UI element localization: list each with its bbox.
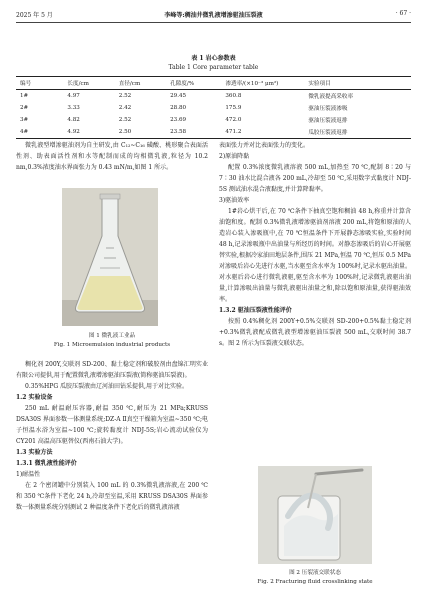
table-cell: 2.52 [118, 93, 132, 99]
table-cell: 瓜胶压裂液返排 [304, 126, 411, 139]
paragraph: 250 mL 耐温耐压容器,耐温 350 ℃,耐压为 21 MPa;KRUSS DSA30S 界面参数一体测量系统;DZ-A Ⅱ真空干燥箱为室温~350 ℃;电子恒温水浴为室温~100 ℃;旋转黏度计 NDJ-5S;岩心流动试验仪为 CY201 高温高压驱替仪(西南石油大学)。 [16, 405, 208, 445]
subsection-heading: 1.3.1 微乳液性能评价 [16, 460, 77, 467]
table-header-row [16, 77, 411, 90]
paragraph: 按照 0.4%稠化剂 200Y+0.5%交联剂 SD-200+0.5%黏土稳定剂+0.3%微乳液配成微乳液型增渗驱油压裂液 500 mL,交联时间 38.7 s。图 2 所示为压裂液交联状态。 [219, 318, 411, 347]
left-column-top [16, 140, 208, 173]
table-row [16, 126, 411, 139]
table-header-cell: 编号 [16, 77, 63, 90]
table-cell: 4.82 [67, 117, 80, 123]
table-row [16, 90, 411, 103]
table-cell: 4.92 [63, 126, 114, 139]
core-parameter-table [16, 76, 411, 139]
table-row [16, 102, 411, 114]
figure-2-caption-en: Fig. 2 Fracturing fluid crosslinking state [257, 579, 373, 585]
table-cell: 2.52 [118, 117, 132, 123]
paragraph: 稠化剂 200Y,交联剂 SD-200、黏土稳定剂和破胶剂由盘锦汇明实业有限公司提供,用于配置微乳液增渗驱油压裂液(简称驱油压裂液)。 [16, 361, 208, 379]
table-cell: 360.8 [225, 93, 242, 99]
figure-2-photo [258, 466, 372, 564]
table-cell: 23.69 [170, 117, 187, 123]
microemulsion-flask-illustration [62, 188, 158, 326]
paragraph: 配置 0.3%浓度微乳液溶液 500 mL,加热至 70 ℃,配制 8∶20 与 7∶30 油水比混合液各 200 mL,冷却至 50 ℃,采用数字式黏度计 NDJ-5S 测试油水混合液黏度,并计算降黏率。 [219, 164, 411, 193]
table-cell: 23.58 [166, 126, 221, 139]
right-column [219, 140, 411, 349]
left-column-bottom [16, 359, 208, 513]
figure-2-caption-cn: 图 2 压裂液交联状态 [289, 570, 341, 576]
table-cell: 驱油压裂液返排 [308, 118, 348, 124]
table-cell: 4# [16, 126, 63, 139]
table-cell: 2.42 [118, 105, 132, 111]
paragraph: 1#岩心烘干后,在 70 ℃条件下抽真空饱和稠油 48 h,称重并计算含油饱和度。配制 0.3%微乳液增渗驱油剂溶液 200 mL,将饱和原油的人造岩心装入渗吸瓶中,在 70 ℃恒温条件下开展静态渗吸实验,实验时间 48 h,记录渗吸瓶中出油量与所经历的时间。对静态渗吸后的岩心开展驱替实验,根据冷家油田地层条件,围压 21 MPa,恒温 70 ℃,恒压 0.5 MPa 对渗吸后岩心先进行水驱,当水驱至含水率为 100%时,记录水驱出油量。对水驱后岩心进行微乳液驱,驱至含水率为 100%时,记录微乳液驱出油量,计算渗吸出油量与微乳液驱出油量之和,除以饱和原油量,获得驱油效率。 [219, 208, 411, 303]
table-cell: 29.45 [170, 93, 187, 99]
crosslinked-fluid-illustration [258, 466, 372, 564]
paragraph: 在 2 个密闭罐中分别装入 100 mL 的 0.3%微乳液溶液,在 200 ℃和 350 ℃条件下老化 24 h,冷却至室温,采用 KRUSS DSA30S 界面参数一体测量系统分别测试 2 种温度条件下老化后的微乳液溶液 [16, 482, 208, 511]
table-header-cell: 直径/cm [115, 77, 166, 90]
table-cell: 28.80 [170, 105, 187, 111]
table-header-cell: 实验项目 [304, 77, 411, 90]
paragraph: 0.35%HPG 瓜胶压裂液由辽河油田钻采提供,用于对比实验。 [25, 383, 188, 390]
figure-1-photo [62, 188, 158, 326]
table-cell: 175.9 [225, 105, 242, 111]
header-running-title: 李峰等:稠油井微乳液增渗驱油压裂液 [164, 12, 263, 19]
table-title-cn: 表 1 岩心参数表 [191, 55, 236, 62]
table-cell: 3.33 [67, 105, 80, 111]
table-header-cell: 长度/cm [63, 77, 114, 90]
table-cell: 4.97 [67, 93, 80, 99]
table-header-cell: 渗透率/(×10⁻³ μm²) [221, 77, 304, 90]
item-heading: 2)原油降黏 [219, 153, 250, 160]
section-heading: 1.3 实验方法 [16, 449, 53, 456]
header-date: 2025 年 5 月 [16, 12, 53, 19]
table-cell: 微乳液提高采收率 [308, 94, 354, 100]
figure-1-caption-en: Fig. 1 Microemulsion industrial products [53, 342, 171, 348]
page-header [16, 10, 411, 22]
table-cell: 1# [20, 93, 29, 99]
item-heading: 1)耐温性 [16, 471, 41, 478]
header-page-number: · 67 · [395, 10, 411, 17]
table-title-en: Table 1 Core parameter table [168, 64, 259, 71]
section-heading: 1.2 实验设备 [16, 394, 53, 401]
table-cell: 2.50 [115, 126, 166, 139]
figure-1-caption-cn: 图 1 微乳液工业品 [88, 333, 136, 339]
table-header-cell: 孔隙度/% [166, 77, 221, 90]
paragraph: 微乳液型增渗驱油剂为自主研发,由 C₁₂~C₁₆ 磺酸、桃形聚合表面活性剂、助表面活性剂和水等配制而成的均相微乳液,粒径为 10.2 nm,0.3%浓度油水界面张力为 0.43 mN/m,如图 1 所示。 [16, 142, 208, 171]
subsection-heading: 1.3.2 驱油压裂液性能评价 [219, 307, 292, 314]
table-cell: 3# [20, 117, 29, 123]
table-cell: 2# [20, 105, 29, 111]
item-heading: 3)驱油效率 [219, 197, 250, 204]
header-rule [16, 22, 411, 23]
table-row [16, 114, 411, 126]
table-cell: 驱油压裂液渗吸 [308, 106, 348, 112]
table-cell: 472.0 [225, 117, 242, 123]
table-cell: 471.2 [221, 126, 304, 139]
paragraph: 表面张力并对比表面张力的变化。 [219, 142, 310, 149]
